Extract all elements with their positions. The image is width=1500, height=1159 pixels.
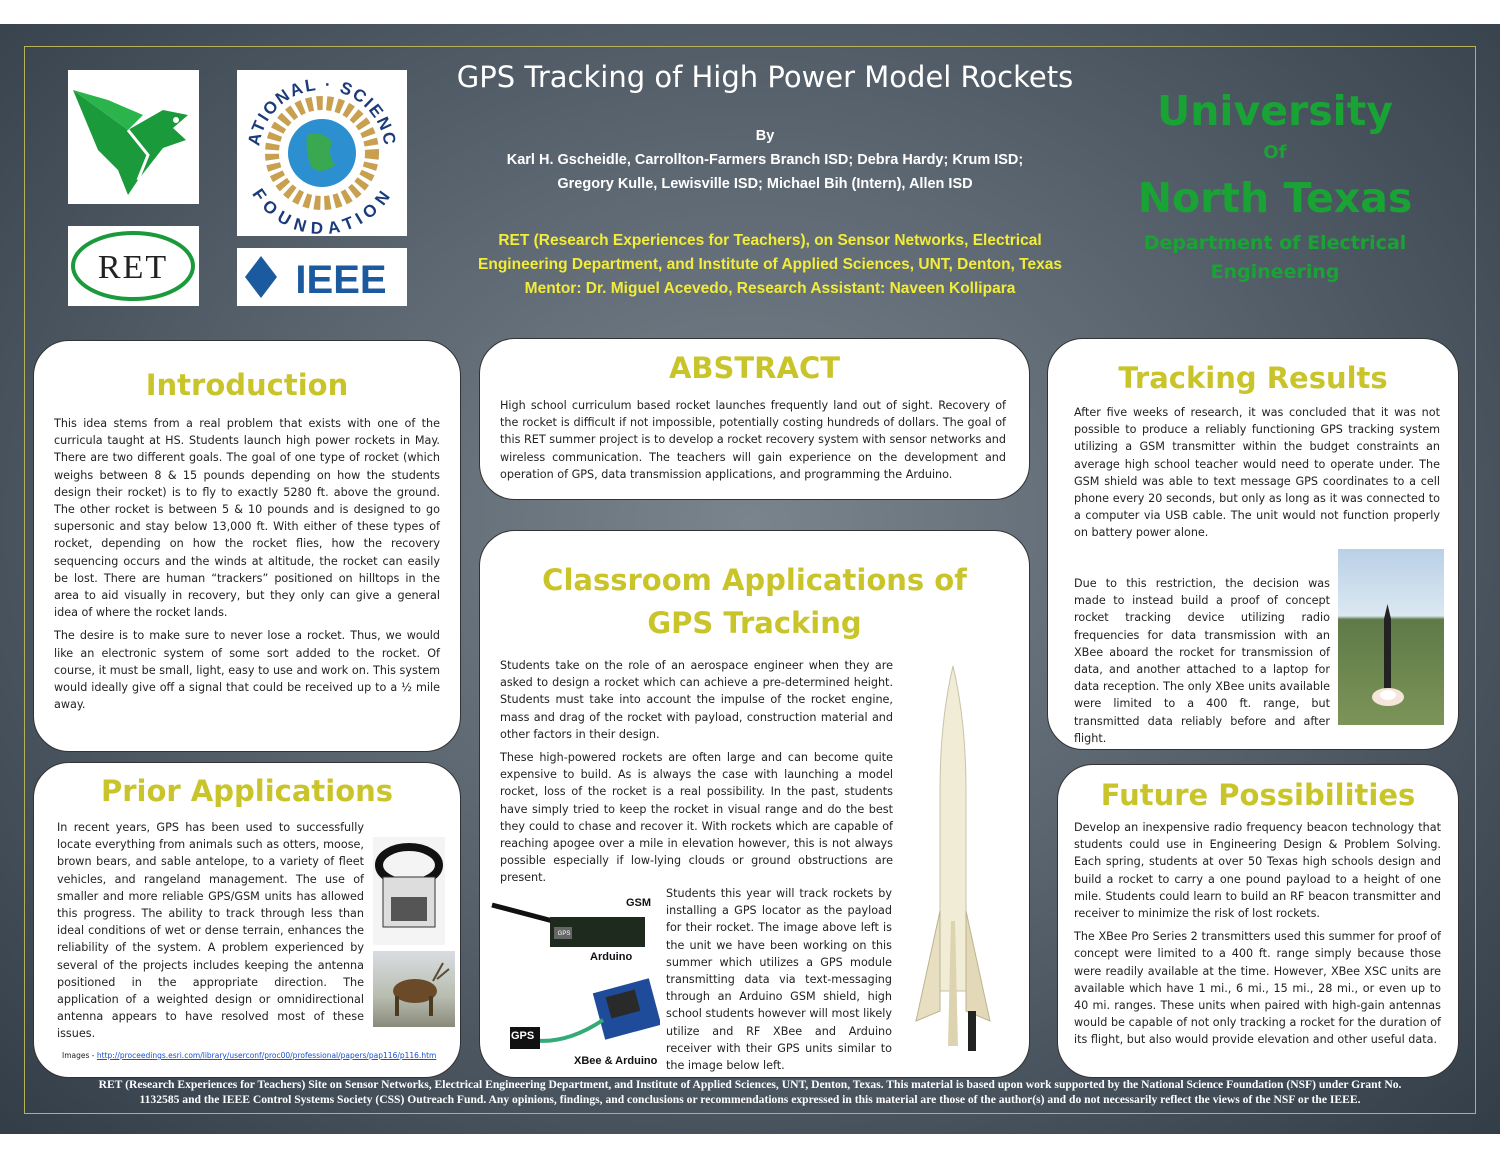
university-line-3: North Texas bbox=[1137, 174, 1413, 222]
university-block bbox=[1125, 84, 1425, 286]
classroom-panel bbox=[479, 530, 1030, 1078]
ieee-diamond-icon bbox=[245, 256, 277, 298]
ret-logo-text: RET bbox=[97, 249, 169, 286]
tracking-results-title: Tracking Results bbox=[1118, 361, 1388, 395]
university-line-1: University bbox=[1156, 87, 1394, 135]
rocket-photo bbox=[898, 661, 1008, 1061]
ret-block bbox=[430, 229, 1110, 301]
ret-line-1: RET (Research Experiences for Teachers), on Sensor Networks, Electrical bbox=[498, 232, 1042, 249]
prior-applications-text bbox=[57, 819, 364, 1049]
ret-line-2: Engineering Department, and Institute of Applied Sciences, UNT, Denton, Texas bbox=[478, 256, 1062, 273]
ieee-logo bbox=[237, 248, 407, 306]
classroom-text-3 bbox=[666, 885, 892, 1080]
svg-text:FOUNDATION bbox=[248, 185, 395, 236]
abstract-panel bbox=[479, 338, 1030, 500]
tracking-results-paragraph-2: Due to this restriction, the decision was made to instead build a proof of concept rocket tracking device utilizing radio frequencies for data transmission with an XBee aboard the rocket for transmission of data, and another attached to a laptop for data reception. The only XBee units available were limited to a 400 ft. range, but transmitted data reliably before and after flight. bbox=[1074, 577, 1330, 745]
department-line-1: Department of Electrical bbox=[1143, 232, 1407, 254]
classroom-paragraph-1: Students take on the role of an aerospace engineer when they are asked to design a rocket which can achieve a pre-determined height. Students must take into account the impulse of the rocket engine, mass and drag of the rocket with payload, construction material and other factors in their design. bbox=[500, 659, 893, 741]
unt-eagle-logo bbox=[68, 70, 199, 204]
university-line-2: Of bbox=[1263, 142, 1287, 163]
tracking-results-paragraph-1: After five weeks of research, it was concluded that it was not possible to produce a reliably functioning GPS tracking system utilizing a GSM transmitter within the budget constraints an average high school teacher would need to operate under. The GSM shield was able to text message GPS coordinates to a cell phone every 20 seconds, but only as long as it was connected to a computer via USB cable. The unit would not function properly on battery power alone. bbox=[1074, 406, 1440, 540]
nsf-top-text: ATIONAL · SCIENC bbox=[244, 75, 400, 149]
gsm-label: GSM bbox=[626, 897, 652, 909]
caribou-photo bbox=[373, 951, 455, 1027]
classroom-text bbox=[500, 657, 893, 893]
abstract-title: ABSTRACT bbox=[668, 351, 841, 385]
tracking-results-text-2 bbox=[1074, 575, 1330, 753]
classroom-title-line-2: GPS Tracking bbox=[647, 606, 862, 640]
classroom-title-line-1: Classroom Applications of bbox=[542, 563, 967, 597]
nsf-bottom-text: FOUNDATION bbox=[248, 185, 396, 236]
tracking-results-panel bbox=[1047, 338, 1459, 750]
future-possibilities-paragraph-1: Develop an inexpensive radio frequency beacon technology that students could use in Engineering Design & Problem Solving. Each spring, students at over 50 Texas high schools design and build a rocket to carry a one pound payload to a height of one mile. Students could learn to build an RF beacon transmitter and receiver to minimize the risk of lost rockets. bbox=[1074, 821, 1441, 921]
introduction-paragraph-1: This idea stems from a real problem that exists with one of the curricula taught at HS. Students launch high power rockets in May. There are two different goals. The goal of one type of rocket (which weighs between 8 & 15 pounds depending on how the students design their rocket) is to fly to exactly 5280 ft. above the ground. The other rocket is between 5 & 10 pounds and is designed to go supersonic and stay below 13,000 ft. With either of these types of rocket, depending on how the rocket flies, how the recovery sequencing occurs and the winds at altitude, the rocket can easily be lost. There are human “trackers” positioned on hilltops in the area to aid visually in recovery, but they only can give a general idea of where the rocket lands. bbox=[54, 417, 440, 620]
ieee-logo-text: IEEE bbox=[295, 258, 387, 302]
classroom-paragraph-3: Students this year will track rockets by installing a GPS locator as the payload for their rocket. The image above left is the unit we have been working on this summer which utilizes a GPS module transmitting data via text-messaging through an Arduino GSM shield, high school students however will most likely utilize and RF XBee and Arduino receiver with their GPS units similar to the image below left. bbox=[666, 887, 892, 1073]
authors-block bbox=[440, 124, 1090, 196]
rocket-launch-photo bbox=[1338, 549, 1444, 725]
images-credit-link[interactable]: http://proceedings.esri.com/library/userconf/proc00/professional/papers/pap116/p116.htm bbox=[96, 1051, 437, 1060]
gps-label: GPS bbox=[511, 1030, 535, 1042]
by-label: By bbox=[755, 128, 775, 144]
ret-logo bbox=[68, 226, 199, 306]
poster-title: GPS Tracking of High Power Model Rockets bbox=[456, 60, 1074, 94]
nsf-sunburst-icon bbox=[272, 103, 372, 203]
introduction-paragraph-2: The desire is to make sure to never lose a rocket. Thus, we would like an electronic system of some sort added to the rocket. Of course, it must be small, light, easy to use and work on. This system would ideally give off a signal that could be received up to a ½ mile away. bbox=[54, 629, 440, 712]
prior-applications-paragraph: In recent years, GPS has been used to successfully locate everything from animals such as otters, moose, brown bears, and sable antelope, to a variety of fleet vehicles, and rangeland management. The use of smaller and more reliable GPS/GSM units has allowed this progress. The ability to track through less than ideal conditions of wet or dense terrain, enhances the reliability of the system. A problem experienced by several of the projects includes keeping the antenna positioned in the appropriate direction. The application of a weighted design or omnidirectional antenna appears to have resolved most of these issues. bbox=[57, 821, 364, 1041]
footer-line-2: 1132585 and the IEEE Control Systems Society (CSS) Outreach Fund. Any opinions, findings, and conclusions or recommendations expressed in this material are those of the author(s) and do not necessarily reflect the views of the NSF or the IEEE. bbox=[139, 1093, 1361, 1106]
gsm-unit-photo bbox=[488, 897, 660, 965]
authors-line-2: Gregory Kulle, Lewisville ISD; Michael Bih (Intern), Allen ISD bbox=[557, 176, 973, 192]
future-possibilities-panel bbox=[1057, 764, 1459, 1078]
future-possibilities-paragraph-2: The XBee Pro Series 2 transmitters used this summer for proof of concept were limited to a 400 ft. range simply because those were readily available at the time. However, XBee XSC units are available which have 1 mi., 6 mi., 15 mi., 28 mi., or even up to 40 mi. ranges. These units when paired with high-gain antennas would be capable of not only tracking a rocket for the duration of its flight, but also would provide elevation and other useful data. bbox=[1074, 930, 1441, 1047]
arduino-label: Arduino bbox=[590, 951, 633, 963]
images-credit-label: Images - bbox=[62, 1051, 97, 1060]
abstract-text bbox=[500, 397, 1006, 489]
tracking-results-text-1 bbox=[1074, 404, 1440, 548]
abstract-paragraph: High school curriculum based rocket launches frequently land out of sight. Recovery of the rocket is difficult if not impossible, potentially costing hundreds of dollars. The goal of this RET summer project is to develop a rocket recovery system with sensor networks and wireless communication. The teachers will gain experience on the development and operation of GPS, data transmission applications, and programming the Arduino. bbox=[500, 399, 1006, 481]
xbee-arduino-label: XBee & Arduino bbox=[574, 1055, 658, 1067]
authors-line-1: Karl H. Gscheidle, Carrollton-Farmers Branch ISD; Debra Hardy; Krum ISD; bbox=[506, 152, 1024, 168]
classroom-paragraph-2: These high-powered rockets are often large and can become quite expensive to build. As is always the case with launching a model rocket, loss of the rocket is a real possibility. In the past, students have simply tried to keep the rocket in visual range and do the best they could to chase and recover it. With rockets which are capable of reaching apogee over a mile in elevation however, this is not always possible especially if low-lying clouds or ground obstructions are present. bbox=[500, 751, 893, 885]
future-possibilities-text bbox=[1074, 819, 1441, 1055]
poster-background bbox=[0, 24, 1500, 1134]
introduction-panel bbox=[33, 340, 461, 752]
ret-line-3: Mentor: Dr. Miguel Acevedo, Research Assistant: Naveen Kollipara bbox=[524, 280, 1016, 297]
future-possibilities-title: Future Possibilities bbox=[1100, 778, 1416, 812]
gps-collar-photo bbox=[373, 837, 445, 945]
prior-applications-title: Prior Applications bbox=[100, 774, 394, 808]
footer-line-1: RET (Research Experiences for Teachers) Site on Sensor Networks, Electrical Engineering Department, and Institute of Applied Sciences, UNT, Denton, Texas. This material is based upon work supported by the National Science Foundation (NSF) under Grant No. bbox=[98, 1078, 1402, 1091]
eagle-icon bbox=[68, 70, 199, 204]
department-line-2: Engineering bbox=[1210, 261, 1340, 283]
introduction-text bbox=[54, 415, 440, 719]
gps-chip-label: GPS bbox=[557, 931, 571, 937]
introduction-title: Introduction bbox=[145, 368, 349, 402]
prior-applications-panel bbox=[33, 762, 461, 1078]
footer-acknowledgment bbox=[30, 1077, 1470, 1107]
nsf-logo bbox=[237, 70, 407, 236]
images-credit bbox=[62, 1051, 436, 1060]
xbee-arduino-photo bbox=[508, 975, 660, 1075]
